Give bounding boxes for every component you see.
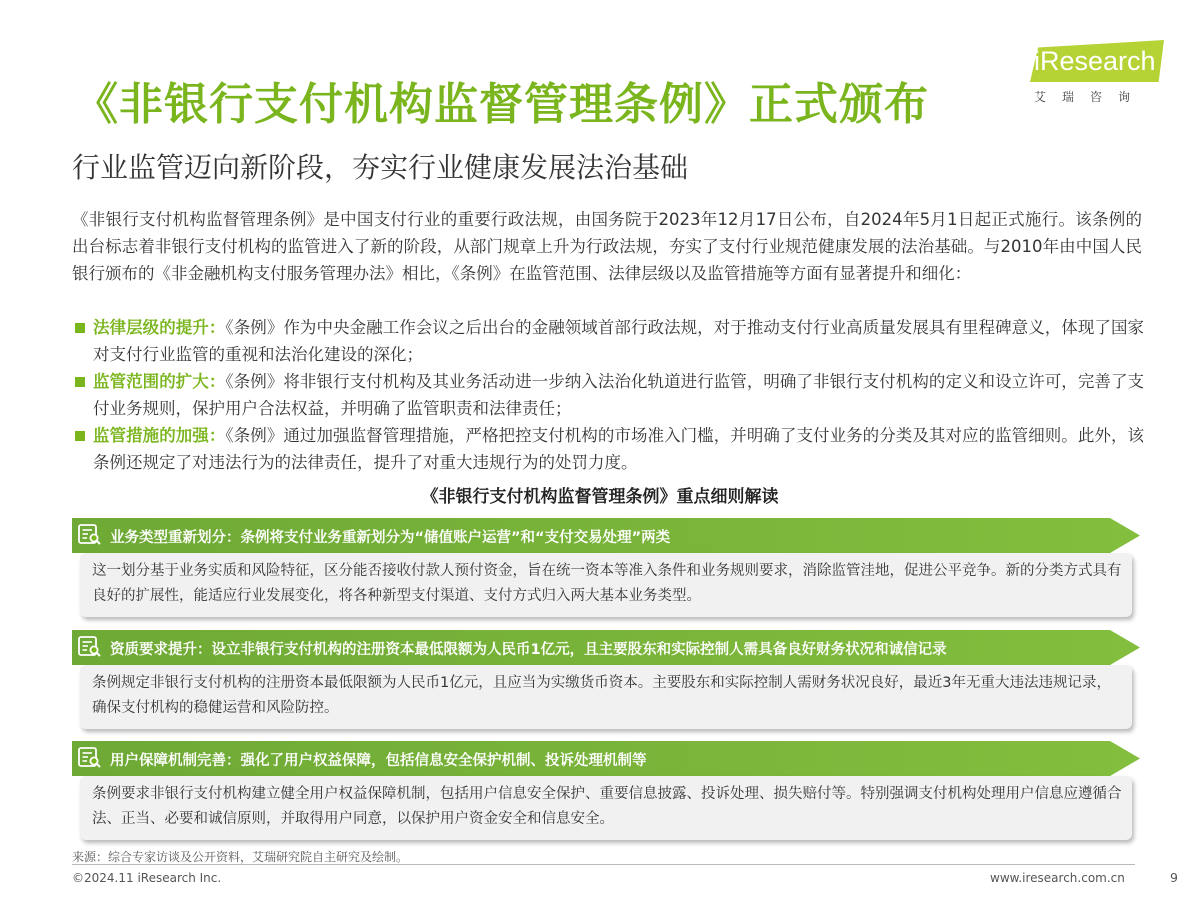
page-number: 9 [1170,870,1178,885]
document-search-icon [78,747,102,769]
card-body [80,553,1132,617]
bullet-square-icon [75,431,85,441]
bullet-label: 监管措施的加强： [93,426,226,445]
card-heading: 用户保障机制完善：强化了用户权益保障，包括信息安全保护机制、投诉处理机制等 [110,753,647,769]
section-heading: 《非银行支付机构监督管理条例》重点细则解读 [421,487,779,507]
card-heading: 资质要求提升：设立非银行支付机构的注册资本最低限额为人民币1亿元，且主要股东和实际控制人需具备良好财务状况和诚信记录 [110,642,947,658]
bullet-text: 《条例》将非银行支付机构及其业务活动进一步纳入法治化轨道进行监管，明确了非银行支付机构的定义和设立许可，完善了支付业务规则，保护用户合法权益，并明确了监管职责和法律责任； [93,372,1145,418]
rule-card [72,630,1140,730]
bullet-square-icon [75,377,85,387]
bullet-item [72,314,1144,368]
card-body-text: 条例要求非银行支付机构建立健全用户权益保障机制，包括用户信息安全保护、重要信息披露、投诉处理、损失赔付等。特别强调支付机构处理用户信息应遵循合法、正当、必要和诚信原则，并取得用户同意，以保护用户资金安全和信息安全。 [92,786,1122,827]
card-body [80,665,1132,729]
copyright: ©2024.11 iResearch Inc. [72,871,222,885]
intro-paragraph: 《非银行支付机构监督管理条例》是中国支付行业的重要行政法规，由国务院于2023年12月17日公布，自2024年5月1日起正式施行。该条例的出台标志着非银行支付机构的监管进入了新的阶段，从部门规章上升为行政法规，夯实了支付行业规范健康发展的法治基础。与2010年由中国人民银行颁布的《非金融机构支付服务管理办法》相比，《条例》在监管范围、法律层级以及监管措施等方面有显著提升和细化： [72,210,1142,283]
iresearch-logo [1030,40,1170,120]
document-search-icon [78,636,102,658]
rule-card [72,518,1140,618]
document-search-icon [78,524,102,546]
bullet-item [72,422,1144,476]
bullet-label: 法律层级的提升： [93,318,226,337]
card-body-text: 这一划分基于业务实质和风险特征，区分能否接收付款人预付资金，旨在统一资本等准入条件和业务规则要求，消除监管洼地，促进公平竞争。新的分类方式具有良好的扩展性，能适应行业发展变化，将各种新型支付渠道、支付方式归入两大基本业务类型。 [92,563,1122,604]
website-link[interactable]: www.iresearch.com.cn [990,871,1125,885]
footer-divider [72,864,1135,865]
page-title: 《非银行支付机构监督管理条例》正式颁布 [74,79,929,130]
bullet-text: 《条例》作为中央金融工作会议之后出台的金融领域首部行政法规，对于推动支付行业高质量发展具有里程碑意义，体现了国家对支付行业监管的重视和法治化建设的深化； [93,318,1145,364]
bullet-text: 《条例》通过加强监督管理措施，严格把控支付机构的市场准入门槛，并明确了支付业务的分类及其对应的监管细则。此外，该条例还规定了对违法行为的法律责任，提升了对重大违规行为的处罚力度。 [93,426,1145,472]
page-subtitle: 行业监管迈向新阶段，夯实行业健康发展法治基础 [72,151,689,184]
bullet-label: 监管范围的扩大： [93,372,226,391]
source-note: 来源：综合专家访谈及公开资料，艾瑞研究院自主研究及绘制。 [72,850,409,864]
card-body-text: 条例规定非银行支付机构的注册资本最低限额为人民币1亿元，且应当为实缴货币资本。主要股东和实际控制人需财务状况良好，最近3年无重大违法违规记录，确保支付机构的稳健运营和风险防控。 [92,675,1111,716]
card-heading: 业务类型重新划分：条例将支付业务重新划分为“储值账户运营”和“支付交易处理”两类 [110,530,671,546]
rule-card [72,741,1140,841]
logo-subtext: 艾瑞咨询 [1034,90,1147,104]
card-body [80,776,1132,840]
bullet-item [72,368,1144,422]
bullet-square-icon [75,323,85,333]
logo-text: iResearch [1034,46,1156,76]
bullet-list [72,314,1144,476]
